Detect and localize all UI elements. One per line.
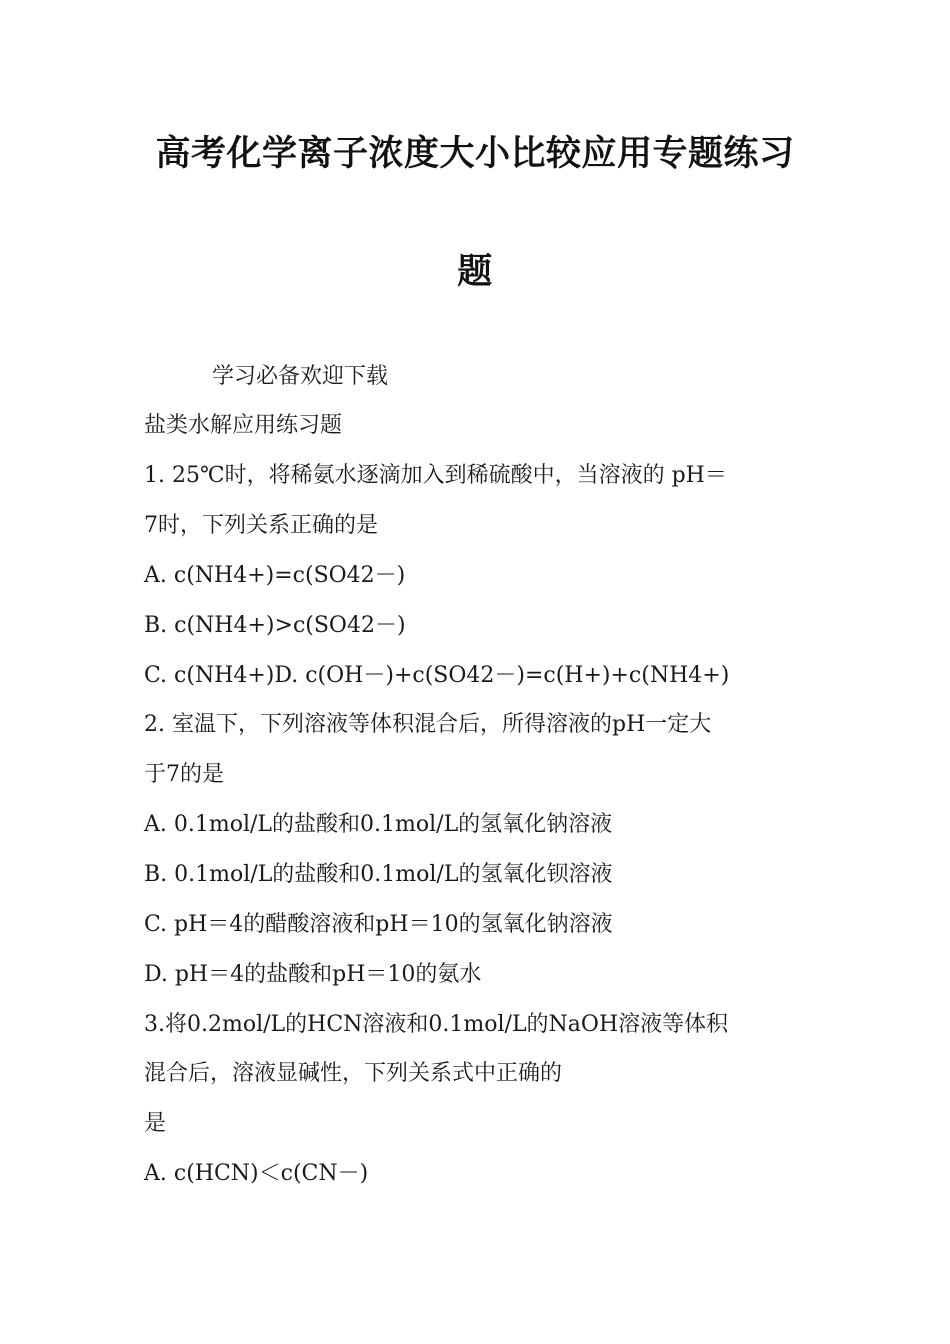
question-2-option-d: D. pH＝4的盐酸和pH＝10的氨水 xyxy=(144,962,482,987)
question-3-option-a: A. c(HCN)＜c(CN－) xyxy=(144,1161,369,1186)
question-1-option-c-d: C. c(NH4+)D. c(OH－)+c(SO42－)=c(H+)+c(NH4+) xyxy=(144,663,730,688)
question-3-stem-line-3: 是 xyxy=(144,1111,167,1136)
question-1-option-b: B. c(NH4+)>c(SO42－) xyxy=(144,613,406,638)
header-note: 学习必备欢迎下载 xyxy=(212,364,389,389)
document-title-line-1: 高考化学离子浓度大小比较应用专题练习 xyxy=(155,134,795,174)
question-3-stem-line-1: 3.将0.2mol/L的HCN溶液和0.1mol/L的NaOH溶液等体积 xyxy=(144,1012,729,1037)
question-1-stem-line-2: 7时，下列关系正确的是 xyxy=(144,513,378,538)
question-2-option-a: A. 0.1mol/L的盐酸和0.1mol/L的氢氧化钠溶液 xyxy=(144,812,613,837)
question-1-option-a: A. c(NH4+)=c(SO42－) xyxy=(144,563,406,588)
question-3-stem-line-2: 混合后，溶液显碱性，下列关系式中正确的 xyxy=(144,1061,563,1086)
section-heading: 盐类水解应用练习题 xyxy=(144,413,343,438)
question-2-option-c: C. pH＝4的醋酸溶液和pH＝10的氢氧化钠溶液 xyxy=(144,912,613,937)
document-title-line-2: 题 xyxy=(457,252,493,292)
question-2-option-b: B. 0.1mol/L的盐酸和0.1mol/L的氢氧化钡溶液 xyxy=(144,862,613,887)
question-2-stem-line-2: 于7的是 xyxy=(144,762,224,787)
question-2-stem-line-1: 2. 室温下，下列溶液等体积混合后，所得溶液的pH一定大 xyxy=(144,712,712,737)
question-1-stem-line-1: 1. 25℃时，将稀氨水逐滴加入到稀硫酸中，当溶液的 pH＝ xyxy=(144,463,727,488)
